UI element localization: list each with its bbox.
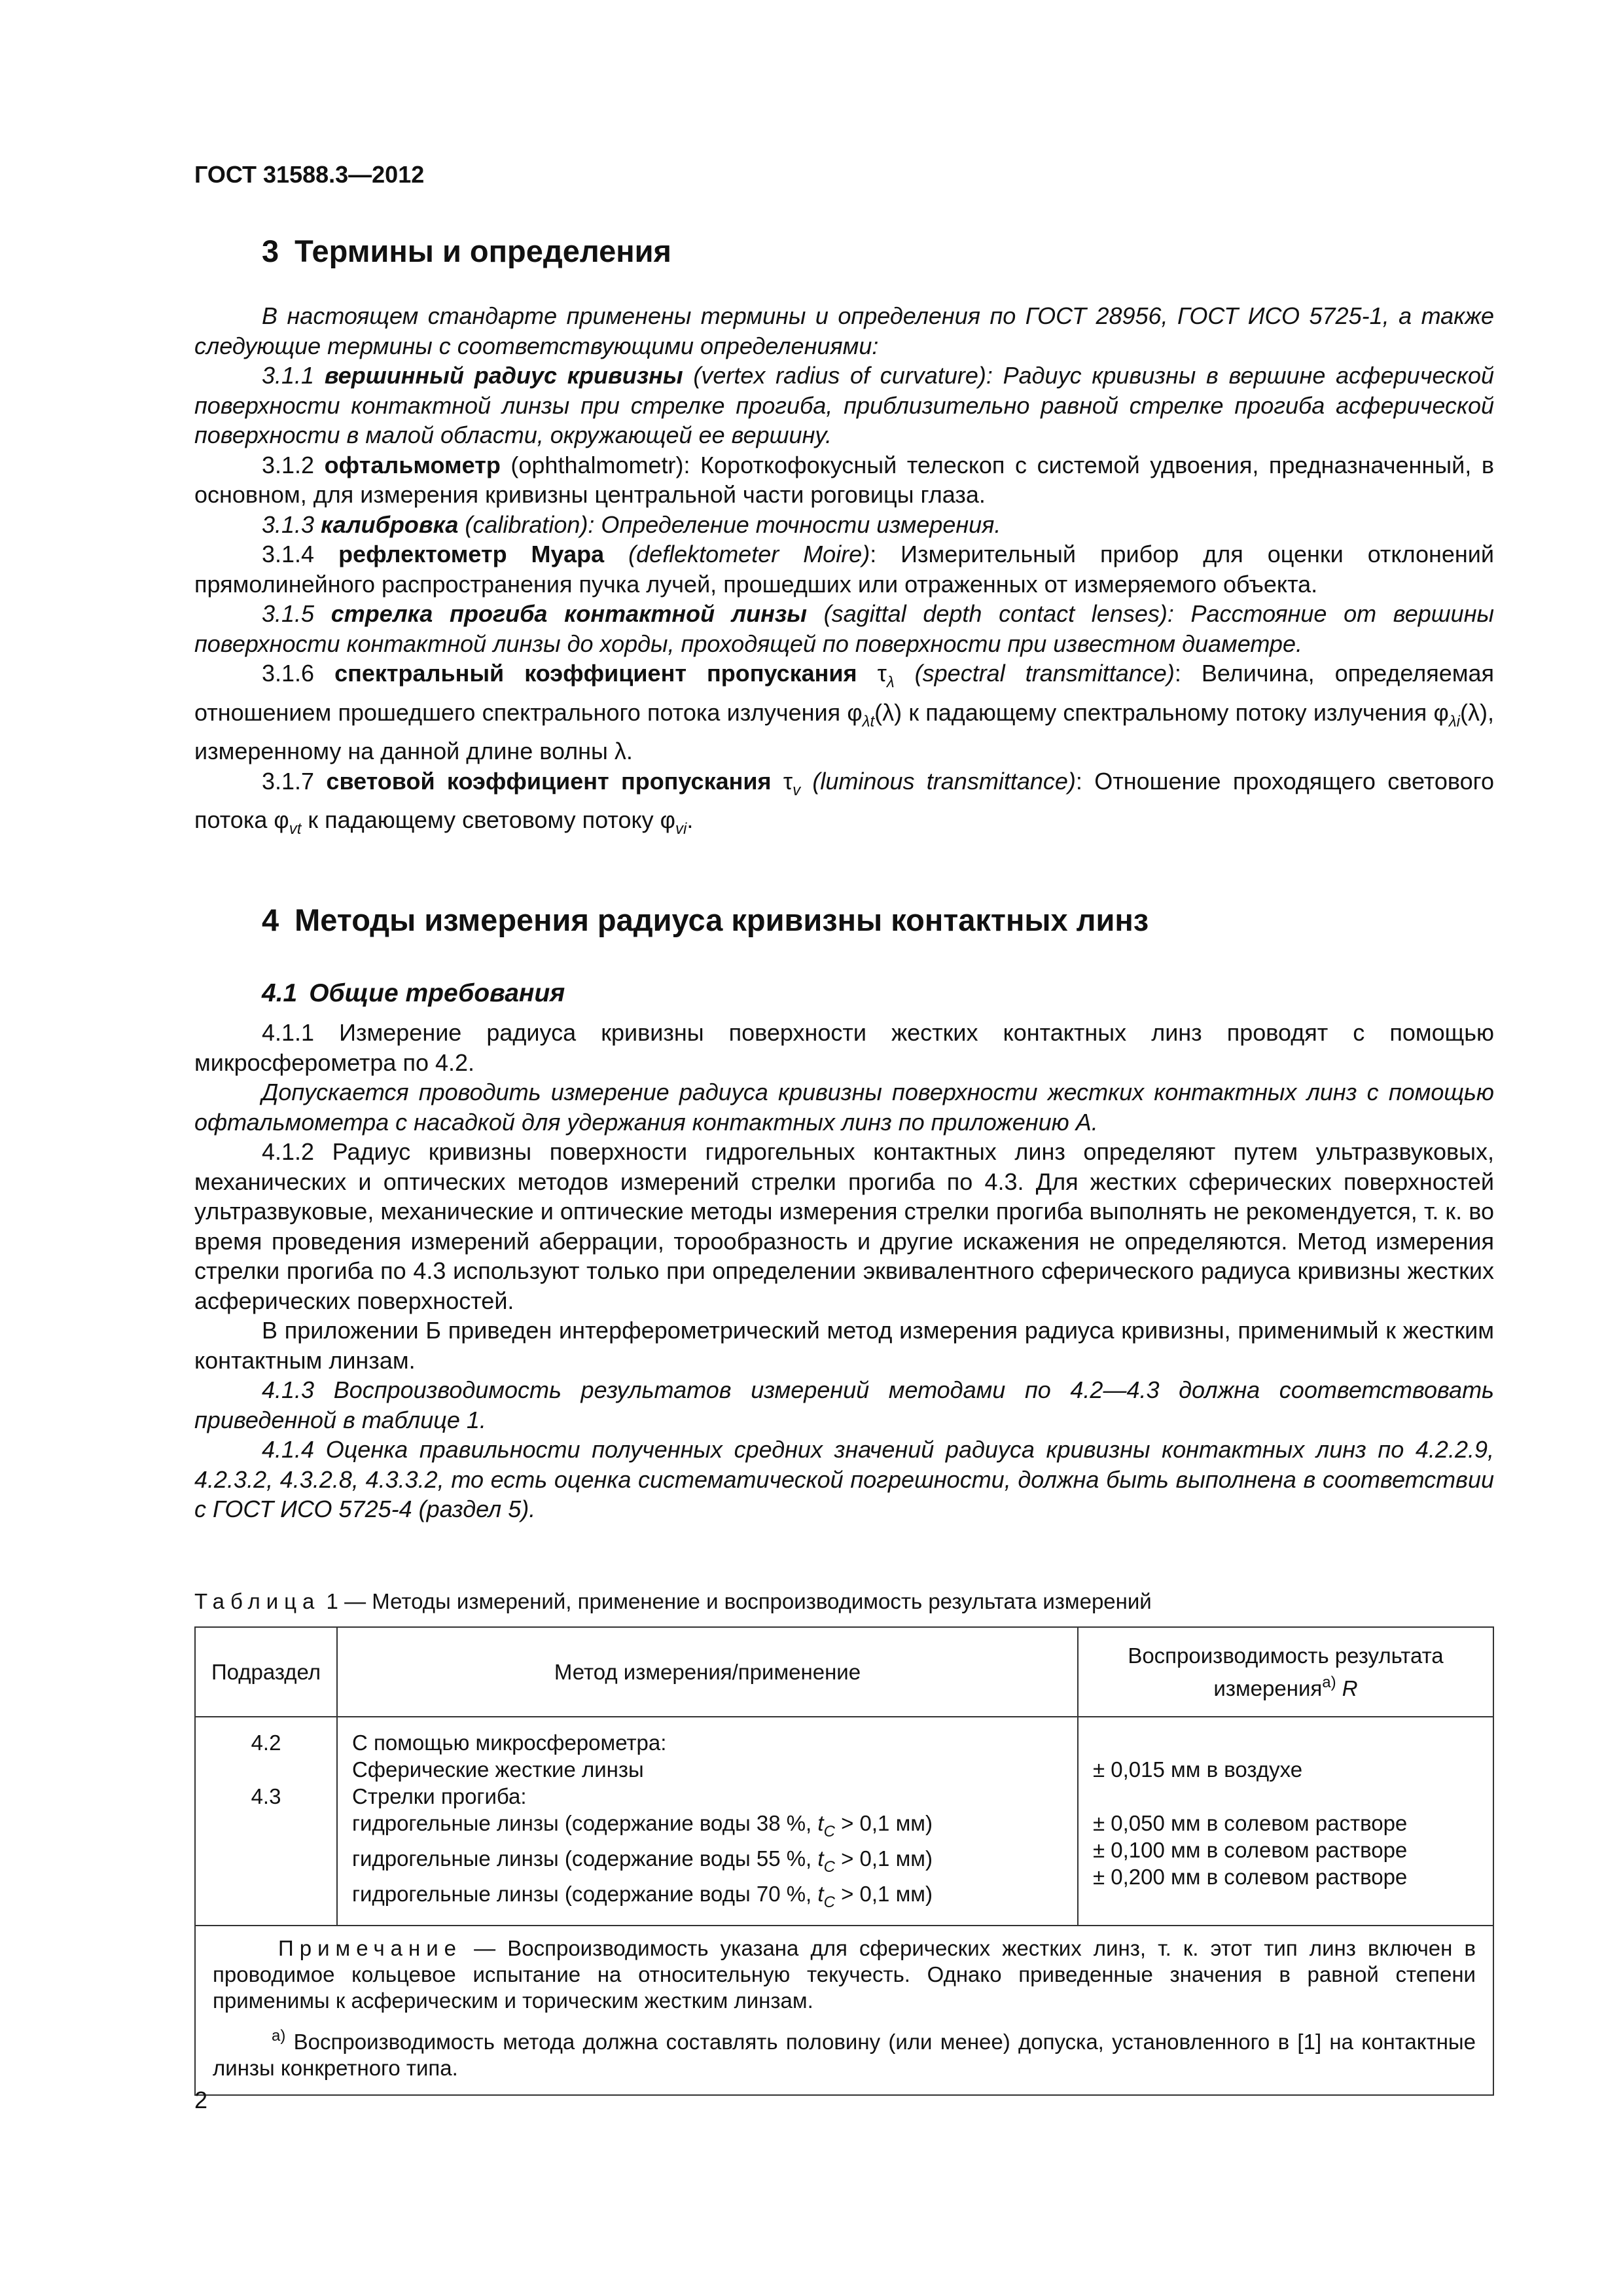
term-number: 3.1.3 <box>262 511 315 538</box>
term-definition: (vertex radius of curvature): Радиус кривизны в вершине асферической поверхности контактной линзы при стрелке прогиба, приблизительно равной стрелке прогиба асферической поверхности в малой области, окружающей ее вершину. <box>194 362 1494 448</box>
section-number: 4 <box>262 903 279 937</box>
value-rigid: ± 0,015 мм в воздухе <box>1093 1757 1303 1782</box>
section-4-heading <box>262 902 1149 938</box>
symbol-subscript: C <box>823 1893 835 1911</box>
methods-table <box>194 1626 1494 2096</box>
header-reproducibility <box>1078 1627 1493 1717</box>
symbol-subscript: vi <box>675 820 687 838</box>
method-hydrogel-55 <box>352 1845 1071 1880</box>
note-text: — Воспроизводимость указана для сферических жестких линз, т. к. этот тип линз включен в проводимое кольцевое испытание на относительную текучесть. Однако приведенные значения в равной степени применимы к асферическим и торическим жестким линзам. <box>213 1936 1476 2013</box>
section-3-intro: В настоящем стандарте применены термины и определения по ГОСТ 28956, ГОСТ ИСО 5725-1, а также следующие термины с соответствующими определениями: <box>194 302 1494 359</box>
symbol-subscript: λ <box>886 673 895 691</box>
term-number: 3.1.6 <box>262 660 315 687</box>
water-content: 38 %, <box>756 1811 818 1835</box>
paragraph-4-1-3: 4.1.3 Воспроизводимость результатов измерений методами по 4.2—4.3 должна соответствовать приведенной в таблице 1. <box>194 1376 1494 1433</box>
term-name: световой коэффициент пропускания <box>326 767 772 795</box>
term-definition-cont: к падающему световому потоку <box>301 806 660 833</box>
method-text-end: > 0,1 мм) <box>834 1846 933 1871</box>
term-definition: : Величина, определяемая отношением прошедшего спектрального потока излучения <box>194 660 1494 726</box>
symbol-phi: φ <box>274 806 289 833</box>
term-name: спектральный коэффициент пропускания <box>334 660 857 687</box>
term-3-1-2 <box>194 450 1494 510</box>
term-definition: : Отношение проходящего светового потока <box>194 767 1494 833</box>
method-text: гидрогельные линзы (содержание воды <box>352 1811 757 1835</box>
term-name: рефлектометр Муара <box>338 541 605 567</box>
paragraph-4-1-1-note: Допускается проводить измерение радиуса кривизны поверхности жестких контактных линз с помощью офтальмометра с насадкой для удержания контактных линз по приложению А. <box>194 1079 1494 1136</box>
section-3-heading <box>262 233 671 269</box>
section-number: 3 <box>262 234 279 268</box>
term-3-1-6 <box>194 658 1494 766</box>
water-content: 55 %, <box>756 1846 818 1871</box>
header-text: измерения <box>1213 1676 1323 1700</box>
method-text: гидрогельные линзы (содержание воды <box>352 1846 757 1871</box>
table-caption-word: Таблица <box>194 1589 321 1613</box>
table-caption-text: 1 — Методы измерений, применение и воспроизводимость результата измерений <box>320 1589 1152 1613</box>
section-title: Термины и определения <box>294 234 671 268</box>
symbol-t: t <box>817 1811 824 1835</box>
paragraph-4-1-2: 4.1.2 Радиус кривизны поверхности гидрогельных контактных линз определяют путем ультразвуковых, механических и оптических методов измерений стрелки прогиба по 4.3. Для жестких сферических поверхностей ультразвуковые, механические и оптические методы измерения стрелки прогиба выполнять не рекомендуется, т. к. во время проведения измерений аберрации, торообразность и другие искажения не определяются. Метод измерения стрелки прогиба по 4.3 используют только при определении эквивалентного сферического радиуса кривизны жестких асферических поверхностей. <box>194 1138 1494 1314</box>
term-3-1-7 <box>194 766 1494 844</box>
paragraph-4-1-4: 4.1.4 Оценка правильности полученных средних значений радиуса кривизны контактных линз по 4.2.2.9, 4.2.3.2, 4.3.2.8, 4.3.3.2, то есть оценка систематической погрешности, должна быть выполнена в соответствии с ГОСТ ИСО 5725-4 (раздел 5). <box>194 1436 1494 1522</box>
value-hydrogel-55: ± 0,100 мм в солевом растворе <box>1093 1838 1408 1862</box>
term-3-1-1 <box>194 361 1494 450</box>
term-name: офтальмометр <box>324 451 501 478</box>
term-number: 3.1.2 <box>262 451 315 478</box>
value-hydrogel-38: ± 0,050 мм в солевом растворе <box>1093 1811 1408 1835</box>
method-rigid: Сферические жесткие линзы <box>352 1757 644 1782</box>
value-hydrogel-70: ± 0,200 мм в солевом растворе <box>1093 1865 1408 1889</box>
table-body-row <box>195 1717 1493 1926</box>
section-title: Методы измерения радиуса кривизны контактных линз <box>294 903 1149 937</box>
term-definition: (ophthalmometr): Короткофокусный телескоп с системой удвоения, предназначенный, в основном, для измерения кривизны центральной части роговицы глаза. <box>194 451 1494 508</box>
header-method: Метод измерения/применение <box>337 1627 1078 1717</box>
term-name: калибровка <box>321 511 459 538</box>
symbol-t: t <box>817 1882 824 1906</box>
table-header-row <box>195 1627 1493 1717</box>
symbol-subscript: vt <box>289 820 302 838</box>
footnote-mark: а) <box>272 2027 286 2045</box>
symbol-subscript: λt <box>862 712 875 730</box>
term-name: стрелка прогиба контактной линзы <box>330 600 807 627</box>
symbol-r: R <box>1336 1676 1358 1700</box>
spacer <box>1093 1729 1486 1756</box>
method-hydrogel-70 <box>352 1880 1071 1916</box>
symbol-phi: φ <box>1433 698 1449 726</box>
header-subsection: Подраздел <box>195 1627 337 1717</box>
table-caption <box>194 1589 1152 1614</box>
term-number: 3.1.1 <box>262 362 315 389</box>
term-number: 3.1.4 <box>262 541 315 567</box>
method-cell <box>337 1717 1078 1926</box>
subsection-title: Общие требования <box>309 979 565 1007</box>
symbol-phi: φ <box>847 698 863 726</box>
method-sagittal: Стрелки прогиба: <box>352 1784 527 1808</box>
subsection-number: 4.1 <box>262 979 298 1007</box>
term-name: вершинный радиус кривизны <box>324 362 683 389</box>
method-text-end: > 0,1 мм) <box>834 1882 933 1906</box>
paragraph-4-1-2-annex: В приложении Б приведен интерферометрический метод измерения радиуса кривизны, применимый к жестким контактным линзам. <box>194 1317 1494 1374</box>
term-number: 3.1.7 <box>262 767 315 795</box>
paragraph-4-1-1: 4.1.1 Измерение радиуса кривизны поверхности жестких контактных линз проводят с помощью микросферометра по 4.2. <box>194 1019 1494 1076</box>
term-definition: (sagittal depth contact lenses): Расстояние от вершины поверхности контактной линзы до хорды, проходящей по поверхности при известном диаметре. <box>194 600 1494 657</box>
footnote-text: Воспроизводимость метода должна составлять половину (или менее) допуска, установленного в [1] на контактные линзы конкретного типа. <box>213 2030 1476 2080</box>
term-3-1-5 <box>194 599 1494 658</box>
subsection-4-3: 4.3 <box>251 1784 281 1808</box>
term-3-1-3 <box>194 510 1494 540</box>
header-line-2 <box>1079 1669 1492 1702</box>
table-note-cell <box>195 1926 1493 2095</box>
term-definition-end: . <box>687 806 694 833</box>
water-content: 70 %, <box>756 1882 818 1906</box>
symbol-tau: τ <box>877 660 887 687</box>
symbol-phi: φ <box>660 806 675 833</box>
note-word: Примечание <box>278 1936 463 1960</box>
page-number: 2 <box>194 2087 208 2113</box>
spacer <box>1093 1783 1486 1810</box>
term-definition-cont: к падающему спектральному потоку излучения <box>902 698 1434 726</box>
term-number: 3.1.5 <box>262 600 315 627</box>
term-english: (spectral transmittance) <box>894 660 1175 687</box>
symbol-subscript: v <box>793 781 801 799</box>
reproducibility-cell <box>1078 1717 1493 1926</box>
section-3-body <box>194 301 1494 844</box>
method-text-end: > 0,1 мм) <box>834 1811 933 1835</box>
symbol-lambda-arg: (λ) <box>1460 698 1488 726</box>
method-text: гидрогельные линзы (содержание воды <box>352 1882 757 1906</box>
table-note <box>213 1935 1476 2014</box>
symbol-subscript: C <box>823 1858 835 1876</box>
symbol-subscript: C <box>823 1823 835 1840</box>
spacer <box>196 1756 336 1783</box>
term-3-1-4 <box>194 539 1494 599</box>
symbol-tau: τ <box>783 767 793 795</box>
term-definition: (calibration): Определение точности измерения. <box>458 511 1001 538</box>
header-line-1: Воспроизводимость результата <box>1128 1643 1444 1668</box>
symbol-t: t <box>817 1846 824 1871</box>
symbol-subscript: λi <box>1448 712 1460 730</box>
document-header: ГОСТ 31588.3—2012 <box>194 161 425 188</box>
subsection-4-2: 4.2 <box>251 1731 281 1755</box>
method-hydrogel-38 <box>352 1810 1071 1845</box>
footnote-mark: а) <box>1322 1674 1336 1691</box>
method-intro: С помощью микросферометра: <box>352 1731 667 1755</box>
table-footnote <box>213 2023 1476 2081</box>
subsection-4-1-heading <box>262 979 565 1008</box>
subsection-cell <box>195 1717 337 1926</box>
term-english: (deflektometer Moire) <box>604 541 870 567</box>
term-definition-end: , измеренному на данной длине волны λ. <box>194 698 1494 764</box>
symbol-lambda-arg: (λ) <box>874 698 902 726</box>
term-english: (luminous transmittance) <box>800 767 1076 795</box>
table-note-row <box>195 1926 1493 2095</box>
term-definition: : Измерительный прибор для оценки отклонений прямолинейного распространения пучка лучей, прошедших или отраженных от измеряемого объекта. <box>194 541 1495 598</box>
section-4-body <box>194 1018 1494 1524</box>
